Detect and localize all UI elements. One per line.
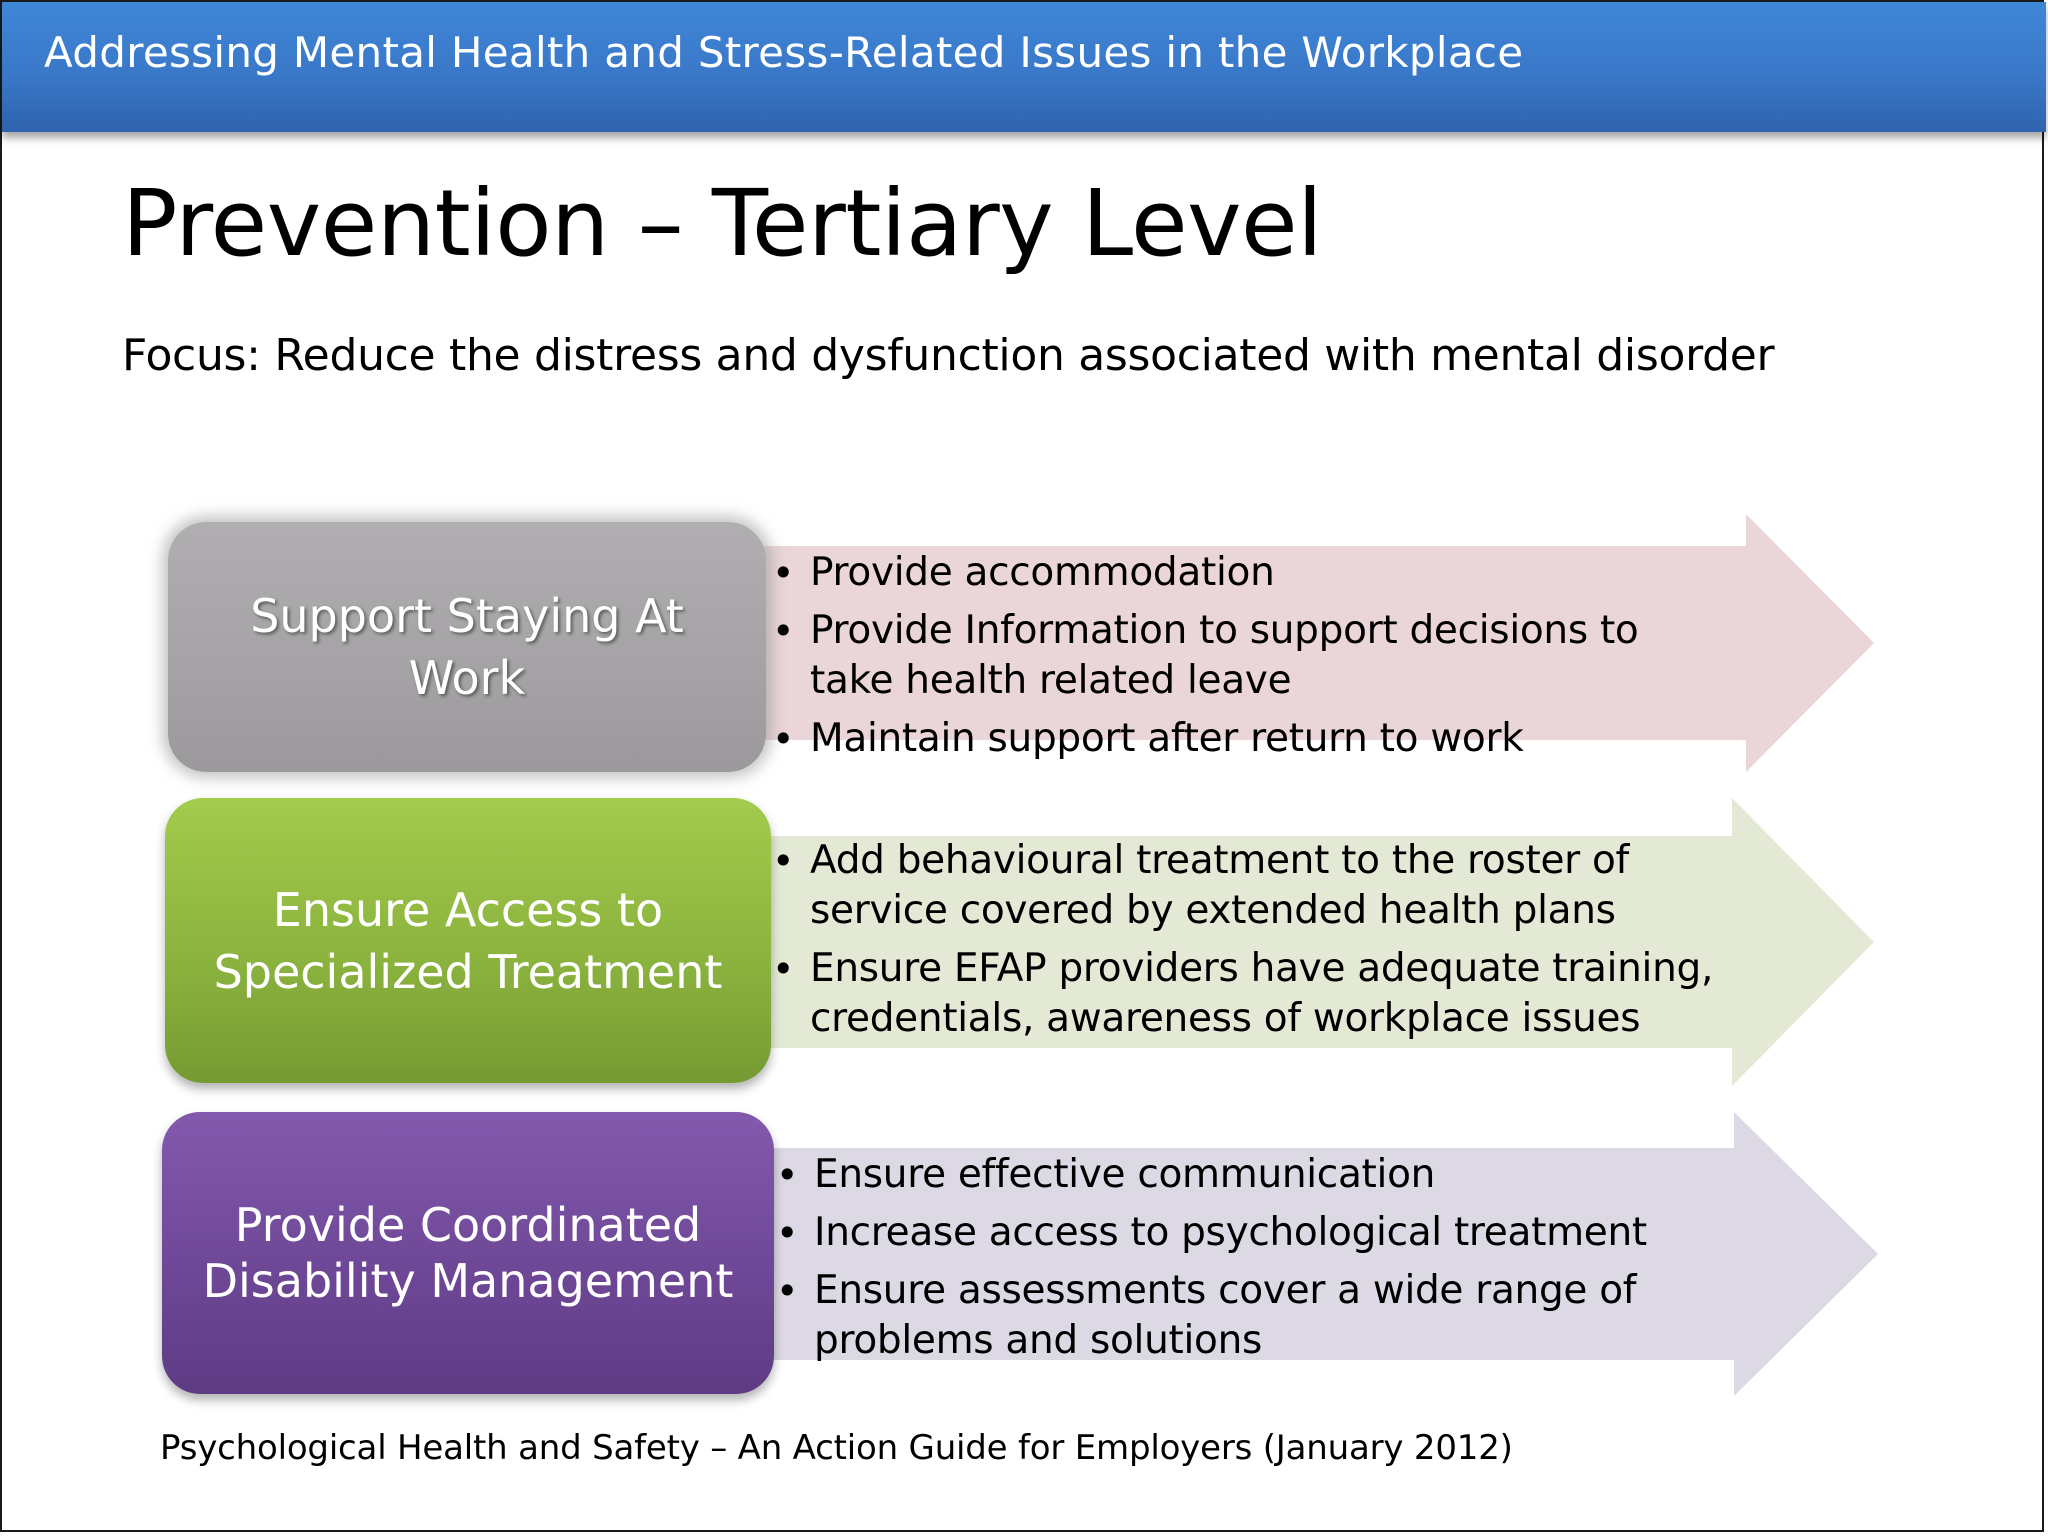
header-bar (2, 2, 2046, 132)
bullet-item: • Add behavioural treatment to the roster of service covered by extended health plans (772, 836, 1762, 936)
bullet-item: • Provide Information to support decisions to take health related leave (772, 606, 1732, 706)
focus-statement: Focus: Reduce the distress and dysfunction associated with mental disorder (122, 330, 1775, 381)
row-2-bullets (772, 836, 1762, 1052)
row-1-bullets (772, 548, 1732, 772)
row-3-bullets (776, 1150, 1676, 1374)
bullet-item: • Ensure EFAP providers have adequate training, credentials, awareness of workplace issues (772, 944, 1762, 1044)
bullet-item: • Increase access to psychological treatment (776, 1208, 1676, 1258)
label-provide-coordinated-disability-management (162, 1112, 774, 1394)
bullet-item: • Provide accommodation (772, 548, 1732, 598)
bullet-item: • Ensure effective communication (776, 1150, 1676, 1200)
label-text-line-1: Ensure Access to (272, 882, 664, 937)
label-text-line-2: Specialized Treatment (213, 944, 723, 999)
bullet-item: • Maintain support after return to work (772, 714, 1732, 764)
label-text: Support Staying At Work (250, 589, 684, 705)
bullet-item: • Ensure assessments cover a wide range of problems and solutions (776, 1266, 1676, 1366)
source-citation: Psychological Health and Safety – An Action Guide for Employers (January 2012) (160, 1428, 1513, 1468)
label-support-staying-at-work (168, 522, 766, 772)
label-text-line-1: Provide Coordinated (234, 1198, 702, 1252)
label-ensure-access-specialized-treatment (165, 798, 771, 1083)
header-title: Addressing Mental Health and Stress-Related Issues in the Workplace (44, 28, 1524, 77)
slide-title: Prevention – Tertiary Level (122, 170, 1323, 277)
label-text-line-2: Disability Management (202, 1254, 734, 1308)
